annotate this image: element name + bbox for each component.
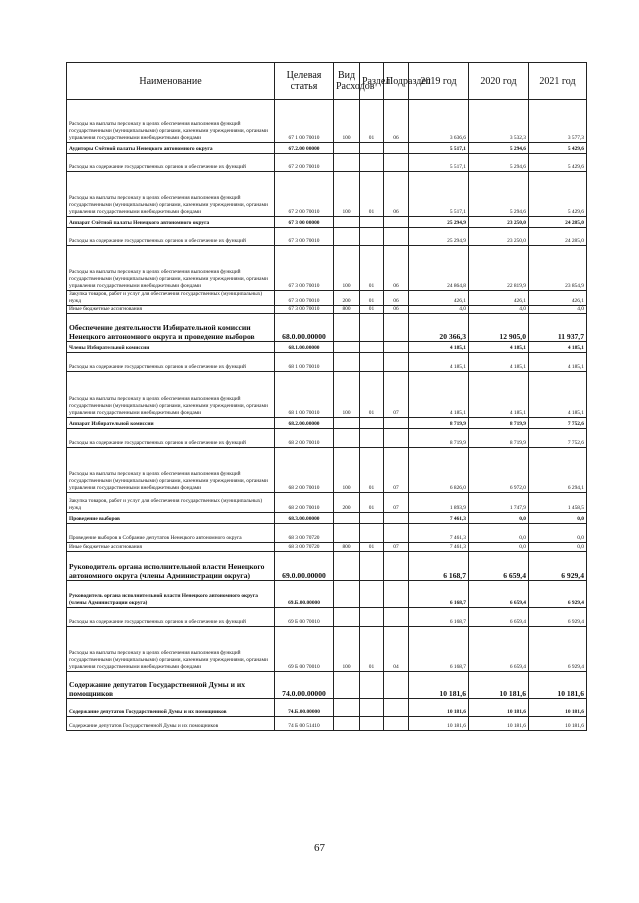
cell-name: Проведение выборов	[67, 512, 275, 523]
cell-2021: 23 854,9	[529, 246, 587, 291]
cell-code: 68.1.00.00000	[275, 341, 334, 352]
cell-rz	[360, 428, 384, 447]
cell-rz: 01	[360, 172, 384, 217]
cell-2021: 426,1	[529, 291, 587, 306]
cell-pr: 07	[384, 371, 409, 417]
cell-2020: 6 659,4	[469, 551, 529, 580]
cell-vr: 100	[334, 172, 360, 217]
cell-name: Расходы на выплаты персоналу в целях обеспечения выполнения функций государственными (муниципальными) органами, казенными учреждениями, органами управления государственными внебюджетными фондами	[67, 172, 275, 217]
cell-pr: 06	[384, 172, 409, 217]
cell-code: 67 3 00 70010	[275, 228, 334, 246]
cell-pr	[384, 716, 409, 730]
cell-2020: 4 185,1	[469, 371, 529, 417]
cell-2019: 4 185,1	[409, 341, 469, 352]
budget-table	[66, 62, 587, 731]
cell-pr	[384, 428, 409, 447]
table-row	[67, 551, 587, 580]
cell-2020: 426,1	[469, 291, 529, 306]
cell-vr: 100	[334, 447, 360, 492]
cell-rz: 01	[360, 447, 384, 492]
cell-vr	[334, 143, 360, 154]
cell-rz	[360, 352, 384, 371]
cell-code: 68 2 00 70010	[275, 492, 334, 512]
cell-pr: 06	[384, 291, 409, 306]
cell-name: Проведение выборов в Собрание депутатов Ненецкого автономного округа	[67, 523, 275, 542]
cell-name: Расходы на содержание государственных органов и обеспечение их функций	[67, 607, 275, 626]
cell-2021: 7 752,6	[529, 428, 587, 447]
cell-code: 67 3 00 70010	[275, 291, 334, 306]
cell-2019: 4 185,1	[409, 371, 469, 417]
table-row	[67, 523, 587, 542]
cell-name: Расходы на выплаты персоналу в целях обеспечения выполнения функций государственными (муниципальными) органами, казенными учреждениями, органами управления государственными внебюджетными фондами	[67, 371, 275, 417]
cell-pr	[384, 313, 409, 341]
cell-rz	[360, 154, 384, 172]
cell-rz	[360, 716, 384, 730]
cell-2019: 4,0	[409, 305, 469, 313]
cell-2019: 1 893,9	[409, 492, 469, 512]
cell-vr	[334, 313, 360, 341]
cell-code: 68.3.00.00000	[275, 512, 334, 523]
cell-rz	[360, 143, 384, 154]
cell-2020: 8 719,9	[469, 428, 529, 447]
cell-name: Расходы на содержание государственных органов и обеспечение их функций	[67, 228, 275, 246]
cell-2019: 10 181,6	[409, 716, 469, 730]
cell-pr	[384, 143, 409, 154]
table-row	[67, 447, 587, 492]
cell-pr: 04	[384, 626, 409, 671]
cell-vr	[334, 716, 360, 730]
cell-name: Расходы на выплаты персоналу в целях обеспечения выполнения функций государственными (муниципальными) органами, казенными учреждениями, органами управления государственными внебюджетными фондами	[67, 246, 275, 291]
cell-2019: 5 517,1	[409, 172, 469, 217]
cell-2020: 22 819,9	[469, 246, 529, 291]
cell-vr	[334, 154, 360, 172]
cell-rz	[360, 417, 384, 428]
cell-vr	[334, 512, 360, 523]
cell-code: 69 Б 00 70010	[275, 607, 334, 626]
cell-pr: 06	[384, 246, 409, 291]
cell-2020: 6 659,4	[469, 607, 529, 626]
cell-2020: 23 250,0	[469, 228, 529, 246]
cell-code: 67 2 00 70010	[275, 154, 334, 172]
cell-vr: 800	[334, 305, 360, 313]
cell-2020: 0,0	[469, 542, 529, 551]
header-podrazdel: Подраздел	[384, 63, 409, 100]
cell-2020: 23 250,0	[469, 217, 529, 228]
cell-2019: 4 185,1	[409, 352, 469, 371]
cell-name: Аудиторы Счётной палаты Ненецкого автономного округа	[67, 143, 275, 154]
cell-rz	[360, 551, 384, 580]
cell-2020: 8 719,9	[469, 417, 529, 428]
cell-2021: 5 429,6	[529, 154, 587, 172]
table-row	[67, 246, 587, 291]
cell-code: 74 Б 00 51410	[275, 716, 334, 730]
cell-2021: 6 929,4	[529, 580, 587, 607]
cell-pr: 07	[384, 492, 409, 512]
table-row	[67, 417, 587, 428]
cell-code: 69.0.00.00000	[275, 551, 334, 580]
cell-rz	[360, 698, 384, 716]
cell-vr	[334, 428, 360, 447]
cell-pr: 07	[384, 447, 409, 492]
cell-name: Аппарат Счётной палаты Ненецкого автономного округа	[67, 217, 275, 228]
cell-vr: 200	[334, 492, 360, 512]
cell-2021: 5 429,6	[529, 172, 587, 217]
cell-2019: 7 461,3	[409, 542, 469, 551]
cell-vr	[334, 417, 360, 428]
cell-name: Расходы на выплаты персоналу в целях обеспечения выполнения функций государственными (муниципальными) органами, казенными учреждениями, органами управления государственными внебюджетными фондами	[67, 100, 275, 143]
cell-rz: 01	[360, 371, 384, 417]
cell-vr	[334, 217, 360, 228]
cell-code: 67 2 00 70010	[275, 172, 334, 217]
cell-2019: 8 719,9	[409, 417, 469, 428]
cell-2021: 4 185,1	[529, 352, 587, 371]
cell-2019: 7 461,3	[409, 512, 469, 523]
table-header-row	[67, 63, 587, 100]
cell-vr	[334, 551, 360, 580]
table-row	[67, 100, 587, 143]
cell-name: Расходы на содержание государственных органов и обеспечение их функций	[67, 154, 275, 172]
header-target: Целевая статья	[275, 63, 334, 100]
cell-vr	[334, 698, 360, 716]
cell-pr	[384, 417, 409, 428]
cell-2019: 20 366,3	[409, 313, 469, 341]
cell-name: Обеспечение деятельности Избирательной комиссии Ненецкого автономного округа и проведение выборов	[67, 313, 275, 341]
cell-rz: 01	[360, 100, 384, 143]
cell-rz: 01	[360, 246, 384, 291]
cell-2021: 0,0	[529, 512, 587, 523]
cell-2019: 3 636,6	[409, 100, 469, 143]
table-row	[67, 217, 587, 228]
cell-rz	[360, 341, 384, 352]
cell-vr: 100	[334, 371, 360, 417]
cell-2021: 0,0	[529, 542, 587, 551]
cell-code: 74.Б.00.00000	[275, 698, 334, 716]
cell-vr	[334, 352, 360, 371]
cell-rz	[360, 217, 384, 228]
table-row	[67, 698, 587, 716]
cell-2021: 4 185,1	[529, 341, 587, 352]
cell-pr	[384, 580, 409, 607]
cell-code: 68.2.00.00000	[275, 417, 334, 428]
table-row	[67, 716, 587, 730]
cell-code: 67 3 00 00000	[275, 217, 334, 228]
cell-2021: 0,0	[529, 523, 587, 542]
cell-2019: 5 517,1	[409, 154, 469, 172]
cell-2021: 24 285,0	[529, 217, 587, 228]
table-row	[67, 626, 587, 671]
cell-code: 68 3 00 70720	[275, 523, 334, 542]
cell-pr	[384, 523, 409, 542]
cell-code: 74.0.00.00000	[275, 671, 334, 698]
cell-2021: 3 577,3	[529, 100, 587, 143]
cell-code: 69.Б.00.00000	[275, 580, 334, 607]
cell-2020: 6 972,0	[469, 447, 529, 492]
cell-2020: 4,0	[469, 305, 529, 313]
cell-rz: 01	[360, 542, 384, 551]
cell-name: Расходы на содержание государственных органов и обеспечение их функций	[67, 352, 275, 371]
cell-code: 68 2 00 70010	[275, 428, 334, 447]
cell-code: 68 1 00 70010	[275, 352, 334, 371]
cell-2020: 0,0	[469, 512, 529, 523]
cell-2021: 10 181,6	[529, 698, 587, 716]
cell-2021: 6 929,4	[529, 626, 587, 671]
cell-2020: 12 905,0	[469, 313, 529, 341]
header-2020: 2020 год	[469, 63, 529, 100]
cell-2019: 6 168,7	[409, 607, 469, 626]
cell-2019: 5 517,1	[409, 143, 469, 154]
cell-vr: 100	[334, 626, 360, 671]
cell-name: Иные бюджетные ассигнования	[67, 305, 275, 313]
cell-name: Расходы на содержание государственных органов и обеспечение их функций	[67, 428, 275, 447]
cell-2020: 10 181,6	[469, 698, 529, 716]
cell-2020: 4 185,1	[469, 352, 529, 371]
cell-2021: 5 429,6	[529, 143, 587, 154]
cell-code: 67.2.00 00000	[275, 143, 334, 154]
cell-pr	[384, 217, 409, 228]
header-name: Наименование	[67, 63, 275, 100]
cell-code: 67 1 00 70010	[275, 100, 334, 143]
cell-name: Расходы на выплаты персоналу в целях обеспечения выполнения функций государственными (муниципальными) органами, казенными учреждениями, органами управления государственными внебюджетными фондами	[67, 626, 275, 671]
cell-2021: 6 929,4	[529, 607, 587, 626]
cell-pr: 06	[384, 100, 409, 143]
cell-code: 68 3 00 70720	[275, 542, 334, 551]
cell-2020: 10 181,6	[469, 716, 529, 730]
cell-vr: 800	[334, 542, 360, 551]
cell-2020: 6 659,4	[469, 626, 529, 671]
cell-name: Аппарат Избирательной комиссии	[67, 417, 275, 428]
table-row	[67, 371, 587, 417]
cell-name: Содержание депутатов Государственной Думы и их помощников	[67, 716, 275, 730]
header-vid: Вид Расходов	[334, 63, 360, 100]
table-row	[67, 172, 587, 217]
cell-code: 68.0.00.00000	[275, 313, 334, 341]
cell-2020: 1 747,9	[469, 492, 529, 512]
cell-name: Расходы на выплаты персоналу в целях обеспечения выполнения функций государственными (муниципальными) органами, казенными учреждениями, органами управления государственными внебюджетными фондами	[67, 447, 275, 492]
cell-name: Члены Избирательной комиссии	[67, 341, 275, 352]
cell-code: 67 3 00 70010	[275, 305, 334, 313]
table-row	[67, 305, 587, 313]
cell-rz: 01	[360, 492, 384, 512]
cell-vr: 200	[334, 291, 360, 306]
table-row	[67, 143, 587, 154]
cell-2019: 6 168,7	[409, 626, 469, 671]
cell-2021: 4,0	[529, 305, 587, 313]
cell-2020: 5 294,6	[469, 172, 529, 217]
cell-rz: 01	[360, 305, 384, 313]
table-row	[67, 291, 587, 306]
cell-2021: 24 285,0	[529, 228, 587, 246]
header-razdel: Раздел	[360, 63, 384, 100]
cell-2020: 5 294,6	[469, 143, 529, 154]
cell-2021: 6 929,4	[529, 551, 587, 580]
cell-name: Содержание депутатов Государственной Думы и их помощников	[67, 698, 275, 716]
cell-rz	[360, 580, 384, 607]
table-row	[67, 428, 587, 447]
cell-2019: 8 719,9	[409, 428, 469, 447]
cell-2021: 6 294,1	[529, 447, 587, 492]
cell-2019: 426,1	[409, 291, 469, 306]
cell-2021: 4 185,1	[529, 371, 587, 417]
cell-2020: 6 659,4	[469, 580, 529, 607]
cell-2019: 25 294,9	[409, 217, 469, 228]
cell-rz	[360, 523, 384, 542]
cell-rz: 01	[360, 626, 384, 671]
cell-rz	[360, 228, 384, 246]
cell-pr	[384, 512, 409, 523]
table-row	[67, 580, 587, 607]
cell-vr	[334, 671, 360, 698]
table-row	[67, 492, 587, 512]
table-row	[67, 607, 587, 626]
header-2021: 2021 год	[529, 63, 587, 100]
table-row	[67, 313, 587, 341]
cell-2019: 25 294,9	[409, 228, 469, 246]
cell-pr	[384, 341, 409, 352]
cell-vr	[334, 580, 360, 607]
cell-2020: 0,0	[469, 523, 529, 542]
cell-pr: 06	[384, 305, 409, 313]
cell-pr	[384, 154, 409, 172]
cell-rz	[360, 607, 384, 626]
cell-2020: 5 294,6	[469, 154, 529, 172]
cell-2019: 24 864,8	[409, 246, 469, 291]
cell-2019: 6 168,7	[409, 580, 469, 607]
cell-2021: 7 752,6	[529, 417, 587, 428]
header-2019: 2019 год	[409, 63, 469, 100]
cell-vr	[334, 228, 360, 246]
cell-code: 68 1 00 70010	[275, 371, 334, 417]
cell-rz: 01	[360, 291, 384, 306]
cell-2021: 10 181,6	[529, 716, 587, 730]
table-row	[67, 228, 587, 246]
cell-name: Иные бюджетные ассигнования	[67, 542, 275, 551]
cell-2020: 4 185,1	[469, 341, 529, 352]
cell-pr	[384, 352, 409, 371]
cell-rz	[360, 313, 384, 341]
cell-2020: 10 181,6	[469, 671, 529, 698]
page-number: 67	[314, 842, 325, 854]
cell-2019: 7 461,3	[409, 523, 469, 542]
cell-2021: 10 181,6	[529, 671, 587, 698]
cell-vr	[334, 607, 360, 626]
cell-name: Руководитель органа исполнительной власти Ненецкого автономного округа (члены Администрации округа)	[67, 580, 275, 607]
table-row	[67, 512, 587, 523]
cell-name: Руководитель органа исполнительной власти Ненецкого автономного округа (члены Администрации округа)	[67, 551, 275, 580]
cell-2020: 3 532,3	[469, 100, 529, 143]
table-row	[67, 341, 587, 352]
cell-pr	[384, 551, 409, 580]
table-row	[67, 671, 587, 698]
cell-name: Содержание депутатов Государственной Думы и их помощников	[67, 671, 275, 698]
cell-code: 69 Б 00 70010	[275, 626, 334, 671]
cell-vr	[334, 523, 360, 542]
cell-vr	[334, 341, 360, 352]
cell-2019: 10 181,6	[409, 698, 469, 716]
cell-vr: 100	[334, 100, 360, 143]
table-body	[67, 100, 587, 731]
cell-rz	[360, 512, 384, 523]
cell-2019: 6 168,7	[409, 551, 469, 580]
cell-code: 68 2 00 70010	[275, 447, 334, 492]
cell-pr	[384, 228, 409, 246]
cell-2019: 10 181,6	[409, 671, 469, 698]
cell-pr	[384, 671, 409, 698]
table-row	[67, 542, 587, 551]
cell-name: Закупка товаров, работ и услуг для обеспечения государственных (муниципальных) нужд	[67, 492, 275, 512]
cell-pr: 07	[384, 542, 409, 551]
cell-2021: 1 458,5	[529, 492, 587, 512]
cell-rz	[360, 671, 384, 698]
cell-name: Закупка товаров, работ и услуг для обеспечения государственных (муниципальных) нужд	[67, 291, 275, 306]
cell-2019: 6 826,0	[409, 447, 469, 492]
cell-code: 67 3 00 70010	[275, 246, 334, 291]
cell-2021: 11 937,7	[529, 313, 587, 341]
table-row	[67, 352, 587, 371]
cell-pr	[384, 698, 409, 716]
cell-pr	[384, 607, 409, 626]
table-row	[67, 154, 587, 172]
cell-vr: 100	[334, 246, 360, 291]
